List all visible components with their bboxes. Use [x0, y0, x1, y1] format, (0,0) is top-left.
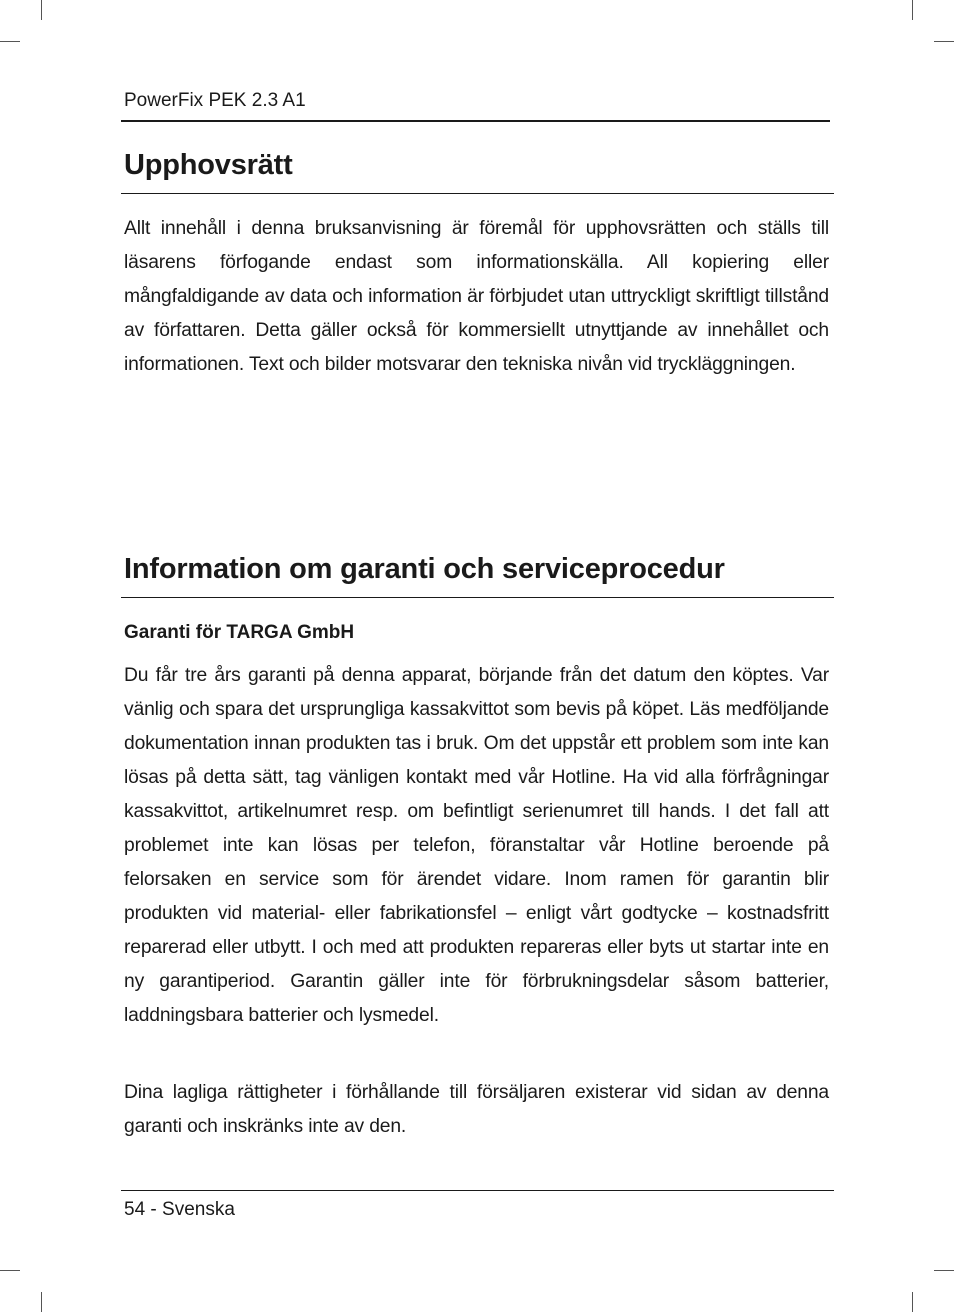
- crop-mark: [934, 1270, 954, 1271]
- legal-rights-paragraph: Dina lagliga rättigheter i förhållande till försäljaren existerar vid sidan av denna garanti och inskränks inte av den.: [124, 1082, 829, 1137]
- copyright-paragraph: Allt innehåll i denna bruksanvisning är föremål för upphovsrätten och ställs till läsarens förfogande endast som informationskälla. All kopiering eller mångfaldigande av data och information är förbjudet utan uttryckligt skriftligt tillstånd av författaren. Detta gäller också för kommersiellt utnyttjande av innehållet och informationen. Text och bilder motsvarar den tekniska nivån vid tryckläggningen.: [124, 218, 829, 375]
- crop-mark: [0, 41, 20, 42]
- section-heading-warranty: Information om garanti och serviceprocedur: [124, 553, 725, 585]
- section-heading-copyright: Upphovsrätt: [124, 149, 293, 181]
- warranty-paragraph: Du får tre års garanti på denna apparat, börjande från det datum den köptes. Var vänlig och spara det ursprungliga kassakvittot som bevis på köpet. Läs medföljande dokumentation innan produkten tas i bruk. Om det uppstår ett problem som inte kan lösas på detta sätt, tag vänligen kontakt med vår Hotline. Ha vid alla förfrågningar kassakvittot, artikelnumret resp. om befintligt serienumret till hands. I det fall att problemet inte kan lösas per telefon, föranstaltar vår Hotline beroende på felorsaken en service som för ärendet vidare. Inom ramen för garantin blir produkten vid material- eller fabrikationsfel – enligt vårt godtycke – kostnadsfritt reparerad eller utbytt. I och med att produkten repareras eller byts ut startar inte en ny garantiperiod. Garantin gäller inte för förbrukningsdelar såsom batterier, laddningsbara batterier och lysmedel.: [124, 665, 829, 1026]
- crop-mark: [912, 0, 913, 20]
- crop-mark: [0, 1270, 20, 1271]
- running-header: PowerFix PEK 2.3 A1: [124, 90, 306, 111]
- crop-mark: [912, 1292, 913, 1312]
- header-rule: [121, 120, 830, 122]
- crop-mark: [934, 41, 954, 42]
- page-number: 54 - Svenska: [124, 1199, 235, 1220]
- footer-rule: [121, 1190, 834, 1191]
- crop-mark: [41, 1292, 42, 1312]
- subheading-warranty-targa: Garanti för TARGA GmbH: [124, 622, 355, 643]
- crop-mark: [41, 0, 42, 20]
- section-rule: [121, 193, 834, 194]
- section-rule: [121, 597, 834, 598]
